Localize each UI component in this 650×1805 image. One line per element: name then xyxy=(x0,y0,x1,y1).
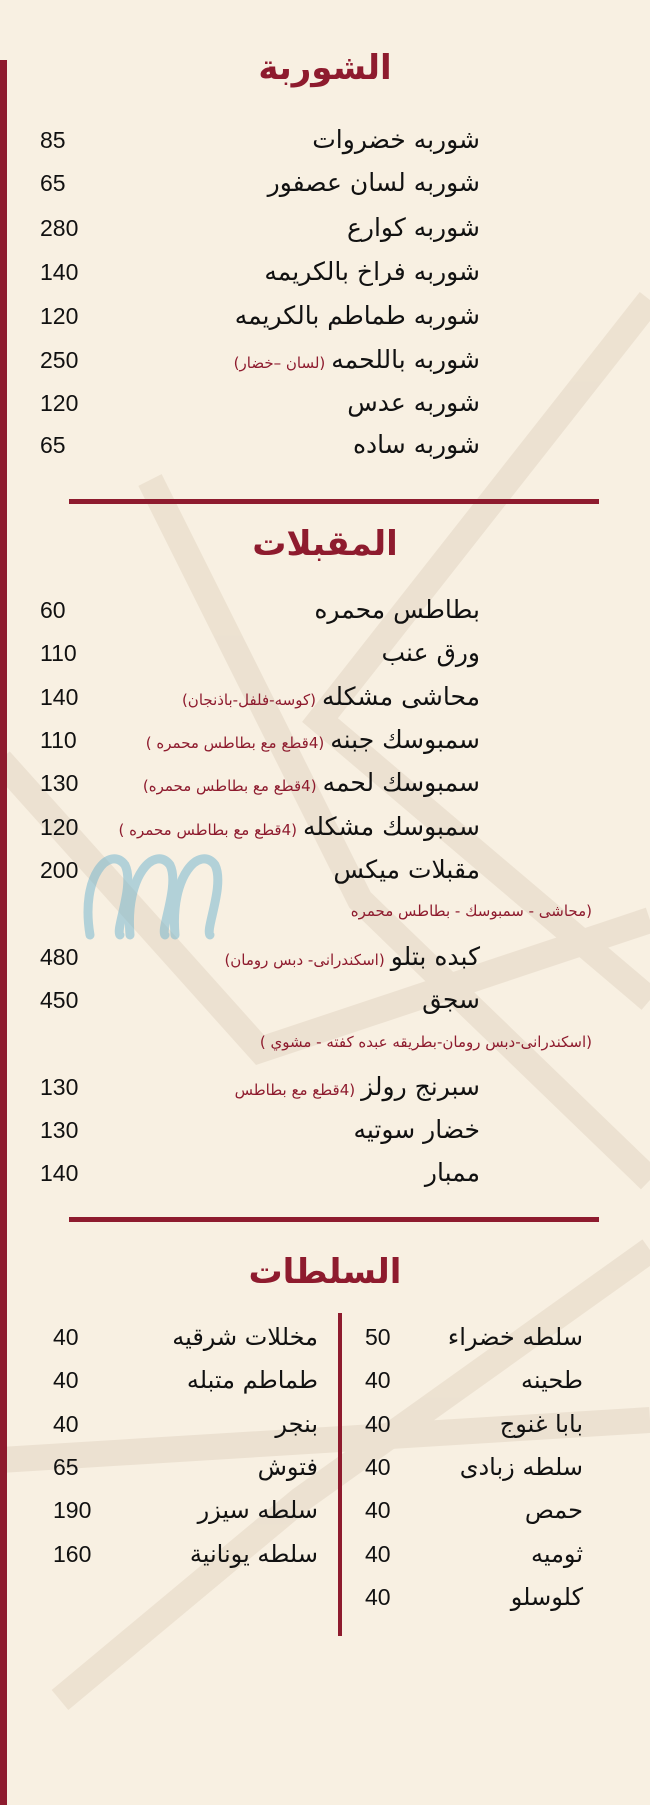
item-price: 160 xyxy=(53,1540,92,1567)
item-name-text: حمص xyxy=(524,1496,583,1525)
item-price: 40 xyxy=(53,1410,79,1437)
item-note: (4قطع مع بطاطس محمره) xyxy=(142,777,317,795)
menu-item xyxy=(40,340,480,380)
item-name-text: ورق عنب xyxy=(381,638,480,667)
item-name xyxy=(521,1360,583,1400)
item-name xyxy=(143,763,480,806)
item-note: (لسان –خضار) xyxy=(233,354,326,372)
menu-item xyxy=(40,807,480,847)
menu-item xyxy=(40,763,480,803)
item-price: 65 xyxy=(40,432,66,458)
menu-item xyxy=(40,980,480,1020)
item-name xyxy=(119,807,480,850)
section-divider xyxy=(69,499,599,504)
menu-item xyxy=(53,1360,318,1400)
item-price: 120 xyxy=(40,303,79,329)
item-name-text: سلطه خضراء xyxy=(447,1323,583,1351)
item-name-text: فتوش xyxy=(257,1452,318,1481)
section-divider xyxy=(69,1217,599,1222)
menu-item xyxy=(40,208,480,248)
item-price: 140 xyxy=(40,1160,79,1186)
item-name-text: بنجر xyxy=(275,1409,318,1438)
item-note: (4قطع مع بطاطس محمره ) xyxy=(118,821,297,839)
item-name xyxy=(198,1490,318,1530)
item-name-text: ثوميه xyxy=(530,1539,583,1568)
item-price: 120 xyxy=(40,390,79,416)
item-price: 140 xyxy=(40,684,79,710)
item-note: (4قطع مع بطاطس xyxy=(234,1081,356,1099)
menu-item xyxy=(365,1577,583,1617)
item-note: (كوسه-فلفل-باذنجان) xyxy=(181,691,316,709)
menu-item xyxy=(53,1447,318,1487)
item-name xyxy=(376,633,481,676)
section-title-soup: الشوربة xyxy=(258,48,392,88)
item-name xyxy=(500,1404,583,1444)
menu-item xyxy=(40,633,480,673)
item-name-text: محاشى مشكله xyxy=(321,682,480,711)
item-price: 40 xyxy=(365,1453,391,1480)
item-name-text: بطاطس محمره xyxy=(314,595,480,624)
item-name-text: سمبوسك جبنه xyxy=(330,725,480,754)
item-price: 40 xyxy=(53,1367,79,1394)
menu-item xyxy=(40,1153,480,1193)
item-name-text: شوربه عدس xyxy=(347,388,480,417)
left-accent-bar xyxy=(0,60,7,1805)
item-name-text: شوربه باللحمه xyxy=(331,345,480,374)
item-name xyxy=(224,937,480,980)
item-name-text: طحينه xyxy=(521,1366,583,1395)
item-name xyxy=(258,1447,318,1487)
menu-item xyxy=(365,1490,583,1530)
item-name xyxy=(275,1404,318,1444)
menu-item xyxy=(40,677,480,717)
item-price: 60 xyxy=(40,597,66,623)
item-price: 40 xyxy=(365,1410,391,1437)
item-name-text: شوربه ساده xyxy=(352,430,480,459)
item-price: 40 xyxy=(365,1497,391,1524)
menu-item xyxy=(40,1110,480,1150)
menu-item xyxy=(40,590,480,630)
item-name xyxy=(187,1360,318,1400)
item-name xyxy=(172,1317,318,1357)
item-name xyxy=(190,1534,318,1574)
item-name-text: طماطم متبله xyxy=(186,1366,318,1395)
item-name xyxy=(234,340,480,383)
menu-item xyxy=(365,1317,583,1357)
item-name-text: ممبار xyxy=(424,1158,480,1187)
item-name-text: شوربه لسان عصفور xyxy=(267,168,480,197)
item-price: 200 xyxy=(40,857,79,883)
mix-note: (محاشى - سمبوسك - بطاطس محمره xyxy=(350,902,592,920)
item-name-text: سمبوسك مشكله xyxy=(302,812,480,841)
item-name xyxy=(341,383,480,426)
item-name-text: سلطه زبادى xyxy=(459,1452,583,1481)
section-title-appetizers: المقبلات xyxy=(252,524,398,564)
item-name xyxy=(182,677,480,720)
item-price: 250 xyxy=(40,347,79,373)
item-price: 280 xyxy=(40,215,79,241)
item-price: 40 xyxy=(365,1583,391,1610)
item-name xyxy=(525,1490,583,1530)
menu-item xyxy=(53,1490,318,1530)
item-name xyxy=(531,1534,583,1574)
item-name xyxy=(327,850,480,893)
item-name-text: سبرنج رولز xyxy=(361,1072,480,1101)
item-name xyxy=(416,980,480,1023)
item-name xyxy=(419,1153,480,1196)
menu-item xyxy=(40,383,480,423)
item-price: 190 xyxy=(53,1497,92,1524)
item-name-text: مقبلات ميكس xyxy=(333,855,480,884)
menu-item xyxy=(365,1404,583,1444)
item-name-text: مخللات شرقيه xyxy=(172,1323,318,1351)
item-price: 110 xyxy=(40,640,77,666)
item-name xyxy=(347,1110,480,1153)
item-name-text: بابا غنوج xyxy=(499,1409,583,1438)
menu-item xyxy=(40,252,480,292)
item-price: 85 xyxy=(40,127,66,153)
menu-item xyxy=(365,1534,583,1574)
item-name xyxy=(341,208,480,251)
item-name xyxy=(235,1067,480,1110)
item-name-text: شوربه طماطم بالكريمه xyxy=(234,301,480,330)
item-price: 110 xyxy=(40,727,77,753)
column-divider xyxy=(338,1313,342,1636)
item-name-text: سلطه يونانية xyxy=(189,1539,318,1568)
menu-item xyxy=(40,937,480,977)
item-price: 130 xyxy=(40,1074,79,1100)
item-name xyxy=(258,252,480,295)
menu-item xyxy=(40,425,480,465)
item-name xyxy=(229,296,480,339)
item-name xyxy=(306,120,480,163)
item-price: 50 xyxy=(365,1324,391,1350)
menu-item xyxy=(40,163,480,203)
menu-item xyxy=(53,1404,318,1444)
item-price: 120 xyxy=(40,814,79,840)
menu-item xyxy=(40,850,480,890)
menu-item xyxy=(40,720,480,760)
item-name xyxy=(262,163,480,206)
item-name-text: شوربه فراخ بالكريمه xyxy=(264,257,480,286)
item-name xyxy=(448,1317,583,1357)
sausage-note: (اسكندرانى-دبس رومان-بطريقه عبده كفته - مشوي ) xyxy=(259,1033,592,1051)
item-note: (4قطع مع بطاطس محمره ) xyxy=(145,734,325,752)
item-price: 40 xyxy=(365,1367,391,1394)
item-name xyxy=(460,1447,583,1487)
section-title-salads: السلطات xyxy=(248,1252,402,1292)
item-name-text: خضار سوتيه xyxy=(353,1115,480,1144)
menu-item xyxy=(40,1067,480,1107)
menu-item xyxy=(53,1534,318,1574)
item-price: 40 xyxy=(53,1324,79,1350)
item-price: 65 xyxy=(53,1453,79,1480)
menu-item xyxy=(40,120,480,160)
item-name xyxy=(146,720,480,763)
item-price: 480 xyxy=(40,944,79,970)
item-price: 140 xyxy=(40,259,79,285)
menu-item xyxy=(40,296,480,336)
menu-item xyxy=(365,1447,583,1487)
item-name xyxy=(308,590,480,633)
item-name-text: سجق xyxy=(422,985,480,1014)
item-note: (اسكندرانى- دبس رومان) xyxy=(224,951,385,969)
item-name xyxy=(347,425,480,468)
item-name-text: كلوسلو xyxy=(510,1582,583,1611)
menu-item xyxy=(53,1317,318,1357)
item-price: 40 xyxy=(365,1540,391,1567)
item-name-text: شوربه خضروات xyxy=(312,125,480,154)
menu-item xyxy=(365,1360,583,1400)
item-price: 130 xyxy=(40,770,79,796)
item-name xyxy=(511,1577,583,1617)
item-name-text: شوربه كوارع xyxy=(347,213,480,242)
item-price: 450 xyxy=(40,987,79,1013)
item-price: 65 xyxy=(40,170,66,196)
item-price: 130 xyxy=(40,1117,79,1143)
item-name-text: كبده بتلو xyxy=(390,942,480,971)
item-name-text: سلطه سيزر xyxy=(197,1496,318,1525)
item-name-text: سمبوسك لحمه xyxy=(322,768,480,797)
